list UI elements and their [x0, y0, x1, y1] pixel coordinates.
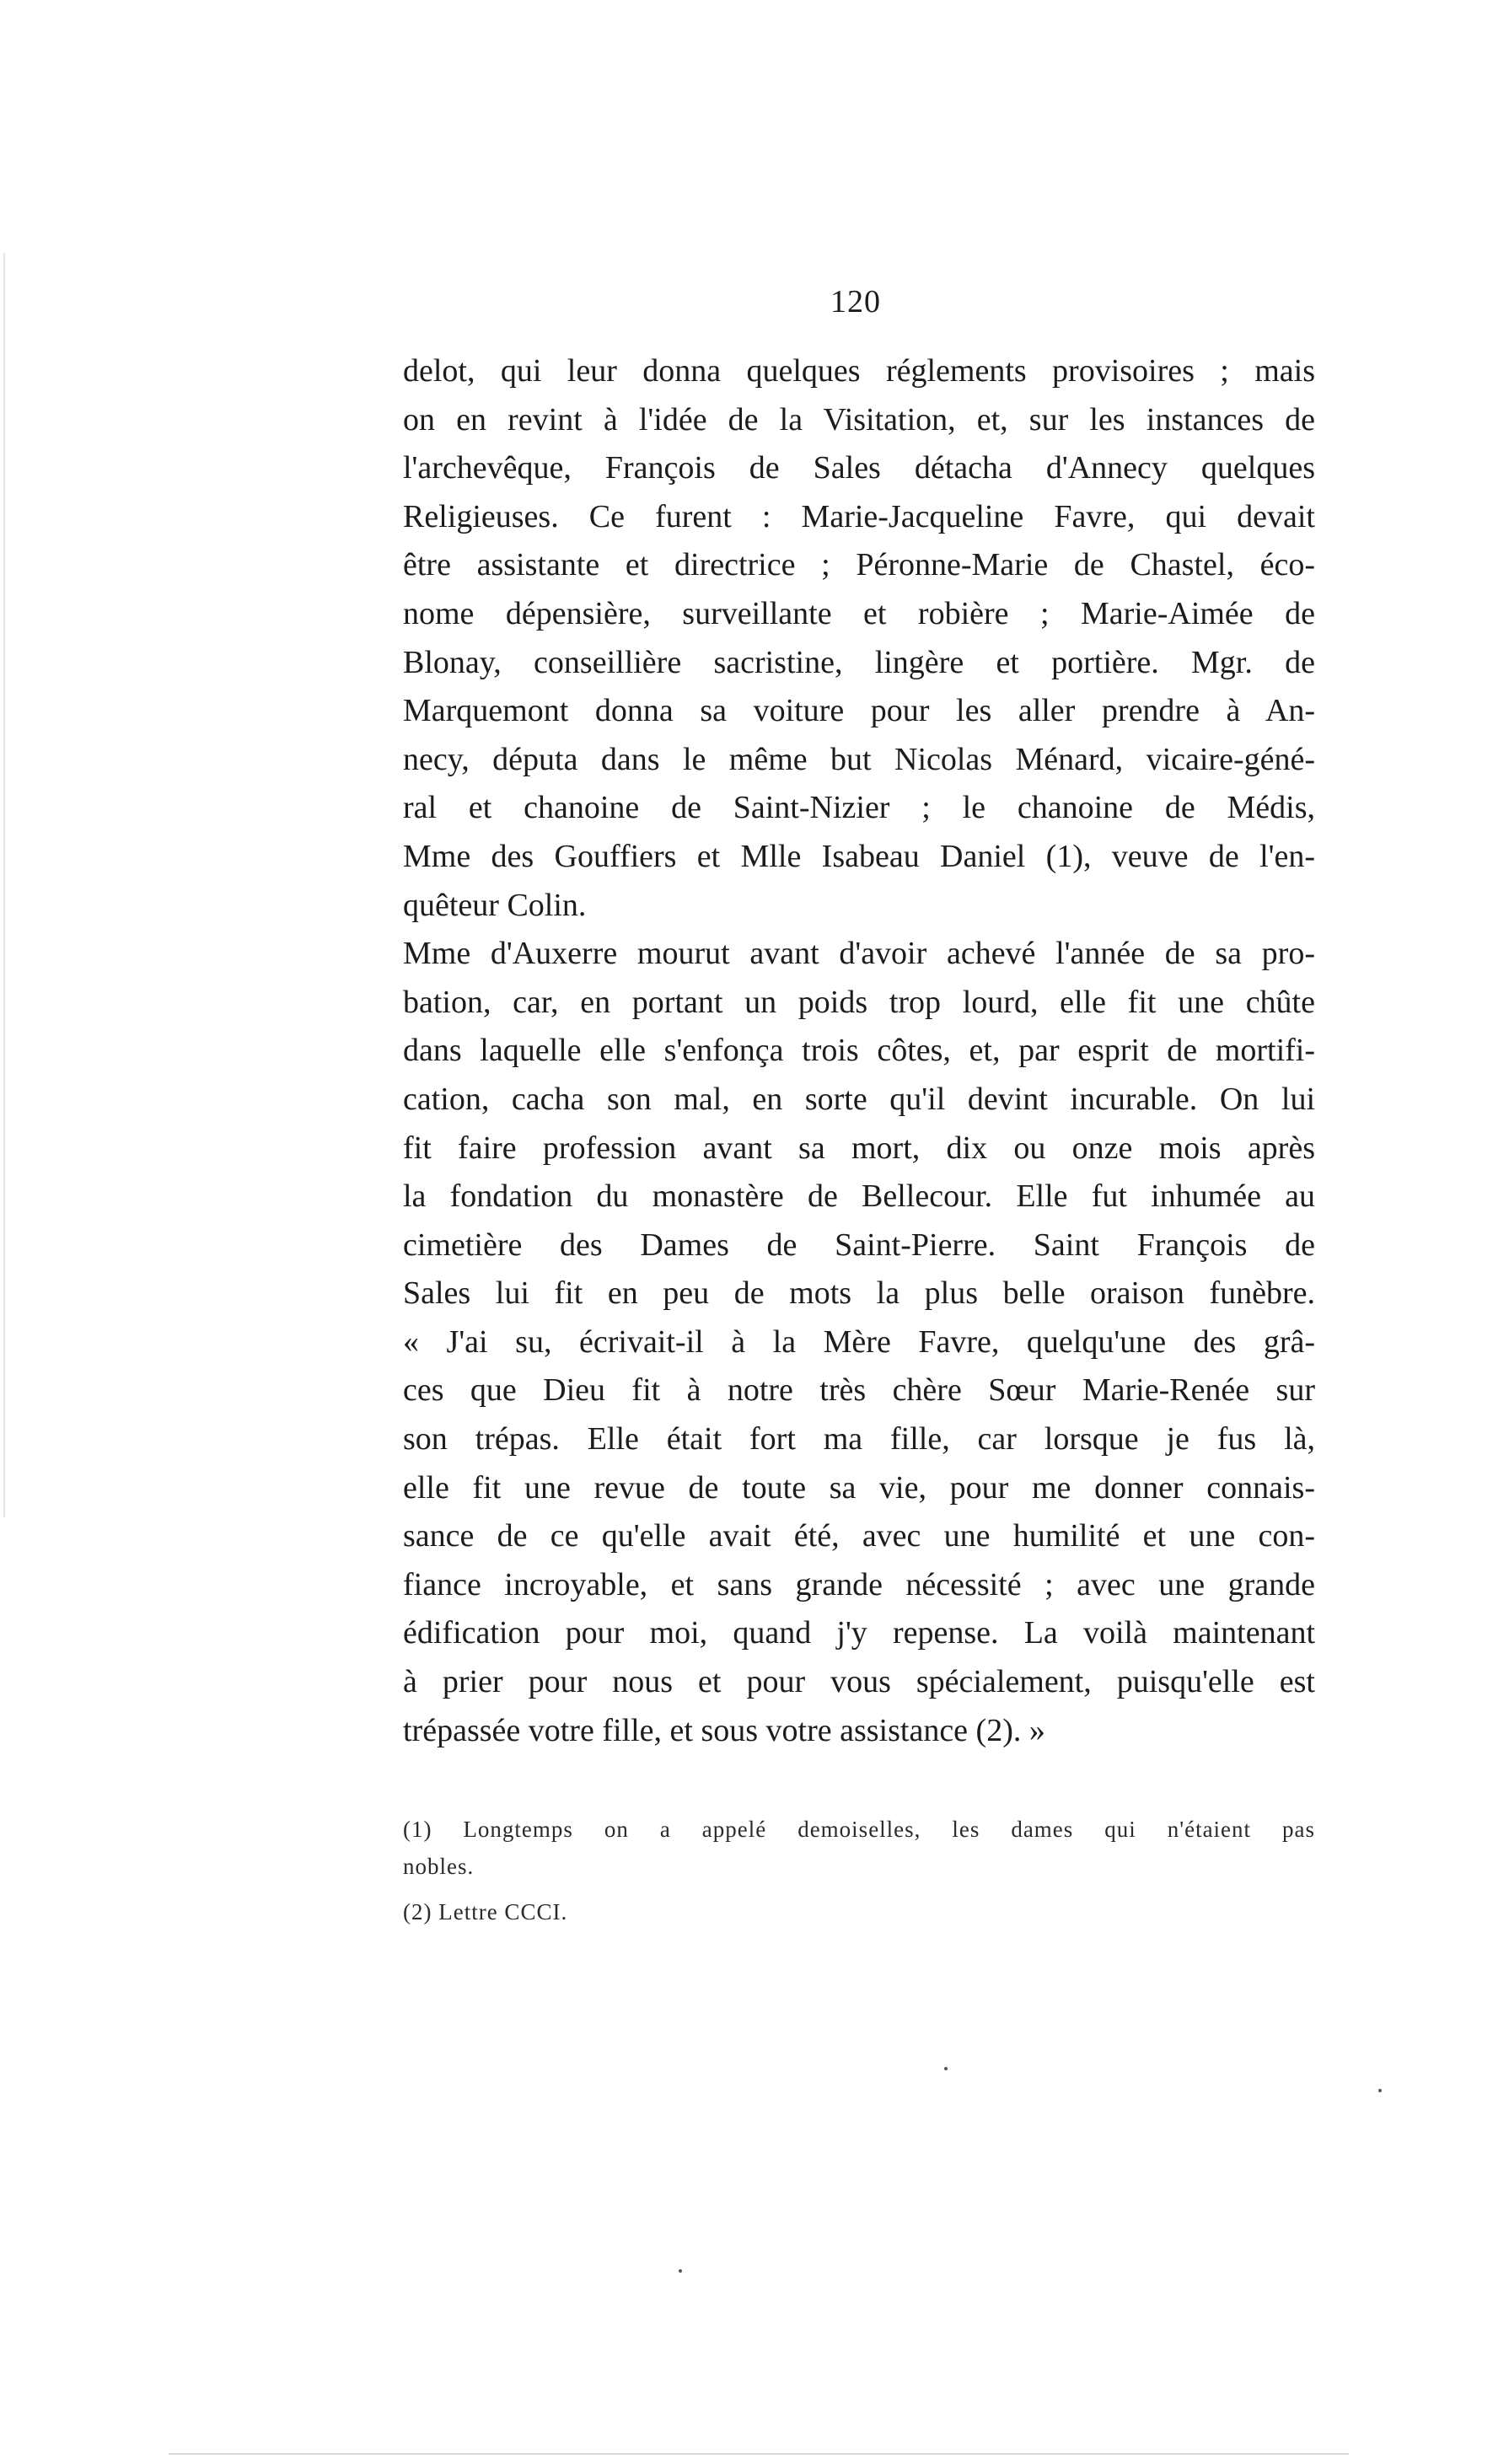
- text-line: Sales lui fit en peu de mots la plus belle oraison funèbre.: [403, 1275, 1315, 1312]
- text-line: elle fit une revue de toute sa vie, pour me donner connais-: [403, 1469, 1315, 1506]
- footnote-spacer: [403, 1885, 1315, 1893]
- footnote-2: (2) Lettre CCCI.: [403, 1899, 568, 1924]
- text-line: Marquemont donna sa voiture pour les aller prendre à An-: [403, 693, 1315, 729]
- text-line: la fondation du monastère de Bellecour. Elle fut inhumée au: [403, 1178, 1315, 1215]
- text-line: sance de ce qu'elle avait été, avec une humilité et une con-: [403, 1518, 1315, 1554]
- text-line: l'archevêque, François de Sales détacha d'Annecy quelques: [403, 450, 1315, 486]
- text-line: quêteur Colin.: [403, 887, 587, 923]
- text-line: édification pour moi, quand j'y repense. La voilà maintenant: [403, 1615, 1315, 1651]
- text-line: trépassée votre fille, et sous votre assistance (2). »: [403, 1712, 1045, 1748]
- text-line: ces que Dieu fit à notre très chère Sœur Marie-Renée sur: [403, 1372, 1315, 1409]
- text-line: cation, cacha son mal, en sorte qu'il devint incurable. On lui: [403, 1081, 1315, 1117]
- text-line: être assistante et directrice ; Péronne-Marie de Chastel, éco-: [403, 547, 1315, 583]
- text-line: delot, qui leur donna quelques réglements provisoires ; mais: [403, 353, 1315, 389]
- margin-rule: [3, 253, 5, 1517]
- text-line: dans laquelle elle s'enfonça trois côtes, et, par esprit de mortifi-: [403, 1033, 1315, 1069]
- page-number: 120: [830, 284, 881, 319]
- text-line: à prier pour nous et pour vous spécialement, puisqu'elle est: [403, 1664, 1315, 1700]
- footnote-1: (1) Longtemps on a appelé demoiselles, les dames qui n'étaient pas: [403, 1817, 1315, 1842]
- scan-speck: [944, 2067, 948, 2070]
- text-line: Religieuses. Ce furent : Marie-Jacqueline Favre, qui devait: [403, 498, 1315, 534]
- scan-bottom-edge: [169, 2453, 1349, 2455]
- text-line: cimetière des Dames de Saint-Pierre. Saint François de: [403, 1227, 1315, 1263]
- text-line: on en revint à l'idée de la Visitation, et, sur les instances de: [403, 401, 1315, 438]
- text-line: nome dépensière, surveillante et robière ; Marie-Aimée de: [403, 595, 1315, 631]
- scan-margin: [0, 0, 10, 2464]
- text-line: fit faire profession avant sa mort, dix ou onze mois après: [403, 1130, 1315, 1166]
- text-line: Mme des Gouffiers et Mlle Isabeau Daniel (1), veuve de l'en-: [403, 838, 1315, 874]
- text-line: Mme d'Auxerre mourut avant d'avoir achevé l'année de sa pro-: [403, 936, 1315, 972]
- scan-speck: [679, 2269, 682, 2273]
- text-line: son trépas. Elle était fort ma fille, car lorsque je fus là,: [403, 1421, 1315, 1457]
- footnotes: [403, 1811, 1315, 1930]
- text-line: fiance incroyable, et sans grande nécessité ; avec une grande: [403, 1566, 1315, 1602]
- body-text: [403, 347, 1315, 1755]
- text-line: « J'ai su, écrivait-il à la Mère Favre, quelqu'une des grâ-: [403, 1323, 1315, 1360]
- text-line: ral et chanoine de Saint-Nizier ; le chanoine de Médis,: [403, 790, 1315, 826]
- text-line: bation, car, en portant un poids trop lourd, elle fit une chûte: [403, 984, 1315, 1020]
- text-line: Blonay, conseillière sacristine, lingère et portière. Mgr. de: [403, 644, 1315, 680]
- scan-speck: [1378, 2089, 1382, 2092]
- text-line: necy, députa dans le même but Nicolas Ménard, vicaire-géné-: [403, 741, 1315, 777]
- footnote-1-continuation: nobles.: [403, 1854, 475, 1879]
